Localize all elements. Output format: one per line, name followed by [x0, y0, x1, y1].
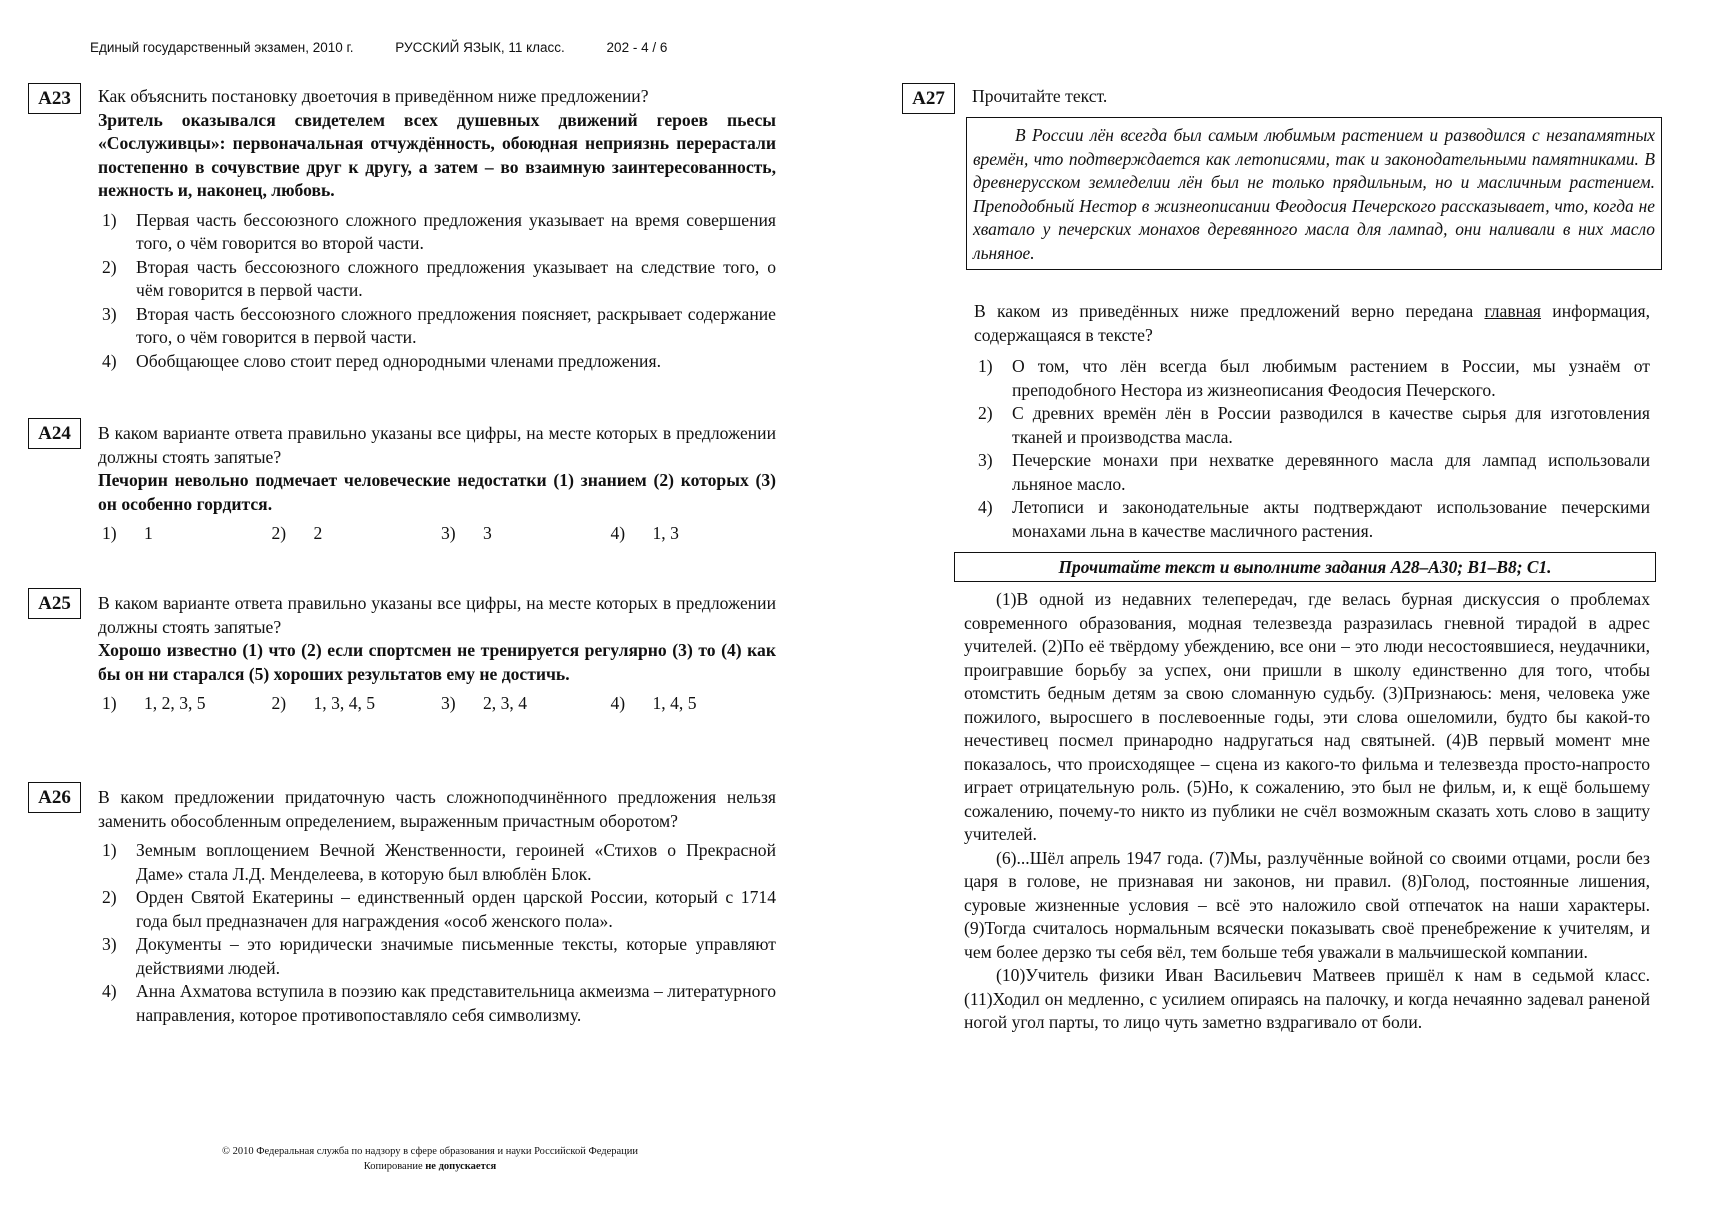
- reading-instructions-banner: Прочитайте текст и выполните задания А28–А30; В1–В8; С1.: [954, 552, 1656, 582]
- question-text: В каком предложении придаточную часть сложноподчинённого предложения нельзя заменить обособленным определением, выраженным причастным оборотом?: [98, 787, 776, 831]
- paragraph: (6)...Шёл апрель 1947 года. (7)Мы, разлучённые войной со своими отцами, росли без царя в голове, не признавая ни законов, ни правил. (8)Голод, постоянные лишения, суровые жизненные условия – всё это наложило свой отпечаток на наши характеры. (9)Тогда считалось нормальным всячески показывать своё пренебрежение к учителям, и чем более дерзко ты себя вёл, тем больше тебя уважали в мальчишеской компании.: [964, 847, 1650, 962]
- answer-option[interactable]: 3) Печерские монахи при нехватке деревянного масла для лампад использовали льняное масло.: [978, 450, 1650, 494]
- example-sentence: Печорин невольно подмечает человеческие недостатки (1) знанием (2) которых (3) он особенно гордится.: [98, 470, 776, 514]
- answer-option[interactable]: 4) Обобщающее слово стоит перед однородными членами предложения.: [102, 350, 661, 371]
- question-a24: [98, 422, 776, 546]
- answer-option[interactable]: 2) С древних времён лён в России разводился в качестве сырья для изготовления тканей и производства масла.: [978, 403, 1650, 447]
- question-a25: [98, 592, 776, 716]
- paragraph: (1)В одной из недавних телепередач, где велась бурная дискуссия о проблемах современного образования, модная телезвезда разразилась гневной тирадой в адрес учителей. (2)По её твёрдому убеждению, все они – это люди несостоявшиеся, неудачники, проигравшие борьбу за успех, они пришли в школу единственно для того, чтобы отомстить бедным детям за свою сломанную судьбу. (3)Признаюсь: меня, человека уже пожилого, выросшего в послевоенные годы, эти слова ошеломили, будто бы какой-то нечестивец посмел принародно надругаться над святыней. (4)В первый момент мне показалось, что происходящее – сцена из какого-то фильма и телезвезда просто-напросто играет отрицательную роль. (5)Но, к сожалению, это был не фильм, и, к ещё большему сожалению, почему-то никто из публики не счёл возможным сказать хоть слово в защиту учителей.: [964, 589, 1650, 844]
- answer-option[interactable]: 4) Летописи и законодательные акты подтверждают использование печерскими монахами льна в качестве масличного растения.: [978, 497, 1650, 541]
- example-sentence: Хорошо известно (1) что (2) если спортсмен не тренируется регулярно (3) то (4) как бы он ни старался (5) хороших результатов ему не достичь.: [98, 640, 776, 684]
- answer-option[interactable]: 4) 1, 3: [610, 523, 679, 543]
- example-sentence: Зритель оказывался свидетелем всех душевных движений героев пьесы «Сослуживцы»: первоначальная отчуждённость, обоюдная неприязнь перерастали постепенно в сочувствие друг к другу, а затем – во взаимную заинтересованность, нежность и, наконец, любовь.: [98, 109, 776, 200]
- question-label-a24: А24: [28, 418, 81, 449]
- answer-option[interactable]: 2) Орден Святой Екатерины – единственный орден царской России, который с 1714 года был предназначен для награждения «особ женского пола».: [102, 887, 776, 931]
- answer-option[interactable]: 1) Первая часть бессоюзного сложного предложения указывает на время совершения того, о чём говорится во второй части.: [102, 209, 776, 253]
- question-a27: [974, 300, 1650, 543]
- question-a27-intro: [972, 85, 1652, 109]
- underlined-word: главная: [1484, 301, 1541, 321]
- question-text: В каком варианте ответа правильно указаны все цифры, на месте которых в предложении должны стоять запятые?: [98, 423, 776, 467]
- page-number: 202 - 4 / 6: [606, 40, 668, 55]
- answer-option[interactable]: 1) О том, что лён всегда был любимым растением в России, мы узнаём от преподобного Нестора из жизнеописания Феодосия Печерского.: [978, 356, 1650, 400]
- question-text: Как объяснить постановку двоеточия в приведённом ниже предложении?: [98, 86, 649, 106]
- answer-option[interactable]: 3) Вторая часть бессоюзного сложного предложения поясняет, раскрывает содержание того, о чём говорится в первой части.: [102, 303, 776, 347]
- copyright-footer: [170, 1144, 690, 1174]
- answer-option[interactable]: 4) Анна Ахматова вступила в поэзию как представительница акмеизма – литературного направления, которое противопоставляло себя символизму.: [102, 981, 776, 1025]
- copyright-line: © 2010 Федеральная служба по надзору в сфере образования и науки Российской Федерации: [221, 1146, 639, 1157]
- copy-notice: Копирование не допускается: [363, 1161, 497, 1172]
- answer-option[interactable]: 3) Документы – это юридически значимые письменные тексты, которые управляют действиями людей.: [102, 934, 776, 978]
- exam-title: Единый государственный экзамен, 2010 г.: [90, 40, 354, 55]
- answer-options: [98, 692, 776, 716]
- answer-option[interactable]: 2) Вторая часть бессоюзного сложного предложения указывает на следствие того, о чём говорится в первой части.: [102, 256, 776, 300]
- fragment-text: В России лён всегда был самым любимым растением и разводился с незапамятных времён, что подтверждается как летописями, так и законодательными памятниками. В древнерусском земледелии лён был не только прядильным, но и масличным растением. Преподобный Нестор в жизнеописании Феодосия Печерского рассказывает, что, когда не хватало у печерских монахов деревянного масла для лампад, они наливали в них масло льняное.: [973, 125, 1655, 263]
- question-text: В каком из приведённых ниже предложений верно передана главная информация, содержащаяся в тексте?: [974, 301, 1650, 345]
- answer-option[interactable]: 2) 1, 3, 4, 5: [271, 693, 376, 713]
- reading-fragment-box: [966, 117, 1662, 270]
- question-a23: [98, 85, 776, 373]
- question-label-a23: А23: [28, 83, 81, 114]
- answer-option[interactable]: 4) 1, 4, 5: [610, 693, 697, 713]
- answer-option[interactable]: 1) Земным воплощением Вечной Женственности, героиней «Стихов о Прекрасной Даме» стала Л.Д. Менделеева, в которую был влюблён Блок.: [102, 840, 776, 884]
- question-label-a26: А26: [28, 782, 81, 813]
- question-a26: [98, 786, 776, 1027]
- answer-option[interactable]: 1) 1: [102, 523, 153, 543]
- answer-options: [98, 209, 776, 374]
- paragraph: (10)Учитель физики Иван Васильевич Матвеев пришёл к нам в седьмой класс. (11)Ходил он медленно, с усилием опираясь на палочку, и когда нечаянно задевал раненой ногой угол парты, то лицо чуть заметно вздрагивало от боли.: [964, 965, 1650, 1032]
- answer-options: [98, 522, 776, 546]
- reading-text: [964, 588, 1650, 1035]
- question-label-a25: А25: [28, 588, 81, 619]
- answer-option[interactable]: 3) 2, 3, 4: [441, 693, 527, 713]
- intro-text: Прочитайте текст.: [972, 86, 1108, 106]
- question-text: В каком варианте ответа правильно указаны все цифры, на месте которых в предложении должны стоять запятые?: [98, 593, 776, 637]
- subject-title: РУССКИЙ ЯЗЫК, 11 класс.: [395, 40, 565, 55]
- answer-option[interactable]: 1) 1, 2, 3, 5: [102, 693, 206, 713]
- answer-option[interactable]: 2) 2: [271, 523, 323, 543]
- answer-options: [974, 355, 1650, 543]
- page-header: [90, 40, 705, 55]
- answer-options: [98, 839, 776, 1027]
- answer-option[interactable]: 3) 3: [441, 523, 492, 543]
- question-label-a27: А27: [902, 83, 955, 114]
